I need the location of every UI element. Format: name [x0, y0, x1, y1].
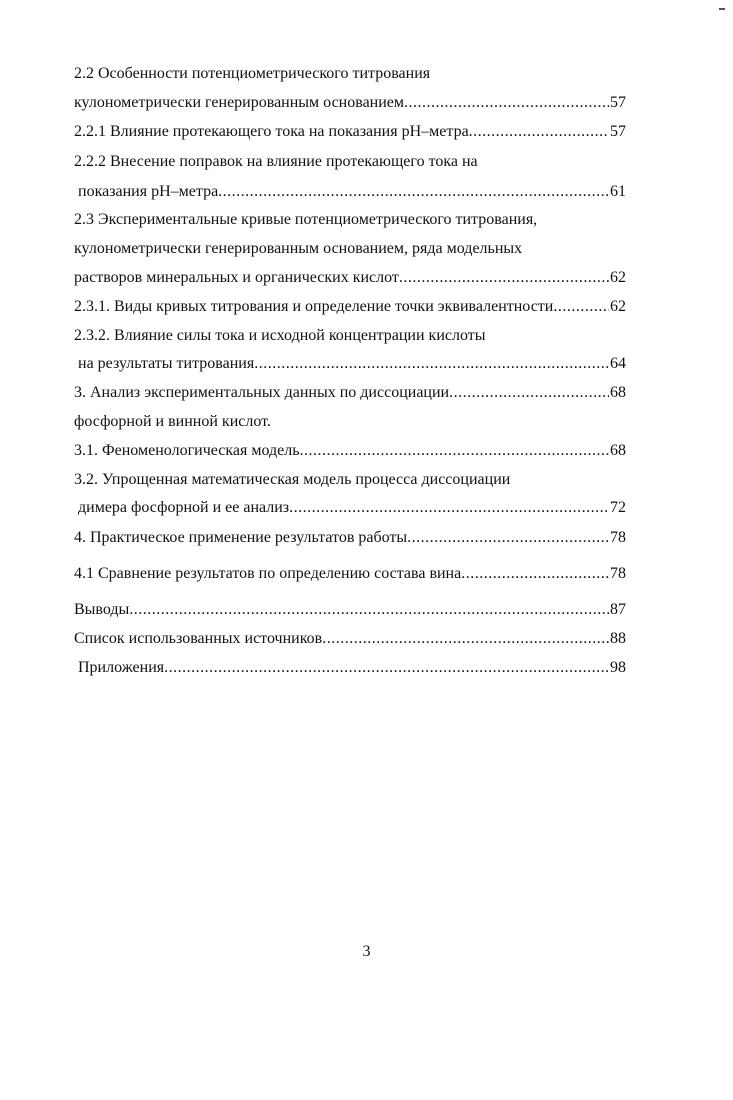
toc-entry-2-3-cont2: [74, 266, 626, 290]
toc-page-number: 72: [610, 499, 626, 516]
toc-entry-text: 3.2. Упрощенная математическая модель процесса диссоциации: [74, 471, 511, 488]
toc-leader-dots: [449, 381, 609, 405]
toc-entry-text: Список использованных источников: [74, 630, 323, 647]
toc-leader-dots: [399, 266, 609, 290]
scan-mark: [719, 8, 725, 10]
toc-entry-3-cont: [74, 410, 271, 434]
page-number: 3: [362, 943, 371, 960]
toc-entry-2-3-2: [74, 324, 486, 348]
toc-entry-3-2-cont: [78, 496, 626, 520]
toc-entry-2-2-2: [74, 150, 478, 174]
toc-page-number: 98: [610, 659, 626, 676]
toc-leader-dots: [469, 120, 609, 144]
toc-entry-2-3-2-cont: [78, 352, 626, 376]
toc-leader-dots: [164, 656, 609, 680]
toc-page-number: 64: [610, 355, 626, 372]
toc-page-number: 78: [610, 565, 626, 582]
toc-leader-dots: [322, 627, 609, 651]
toc-entry-text: показания рН–метра: [78, 183, 219, 200]
toc-entry-text: 4. Практическое применение результатов работы: [74, 529, 408, 546]
toc-entry-text: Приложения: [78, 659, 165, 676]
toc-page-number: 57: [610, 123, 626, 140]
toc-entry-text: 2.2.1 Влияние протекающего тока на показания рН–метра: [74, 123, 469, 140]
toc-leader-dots: [407, 526, 609, 550]
toc-entry-text: 2.3 Экспериментальные кривые потенциометрического титрования,: [74, 211, 538, 228]
toc-leader-dots: [254, 352, 609, 376]
toc-entry-text: кулонометрически генерированным основанием, ряда модельных: [74, 240, 523, 257]
toc-entry-2-2-2-cont: [78, 180, 626, 204]
toc-page-number: 62: [610, 269, 626, 286]
toc-entry-4: [74, 526, 626, 550]
toc-entry-3-2: [74, 468, 510, 492]
toc-entry-text: 4.1 Сравнение результатов по определению состава вина: [74, 565, 462, 582]
toc-entry-text: 3. Анализ экспериментальных данных по диссоциации: [74, 384, 450, 401]
toc-entry-text: 2.3.1. Виды кривых титрования и определение точки эквивалентности: [74, 298, 554, 315]
toc-entry-2-2-1: [74, 120, 626, 144]
toc-entry-text: кулонометрически генерированным основанием: [74, 94, 405, 111]
toc-entry-2-2: [74, 62, 430, 86]
toc-entry-4-1: [74, 562, 626, 586]
toc-page-number: 78: [610, 529, 626, 546]
toc-entry-2-3-cont1: [74, 237, 522, 261]
toc-entry-text: на результаты титрования: [78, 355, 255, 372]
toc-entry-text: Выводы: [74, 601, 130, 618]
toc-entry-text: 2.3.2. Влияние силы тока и исходной концентрации кислоты: [74, 327, 486, 344]
toc-leader-dots: [461, 562, 609, 586]
toc-entry-text: растворов минеральных и органических кислот: [74, 269, 399, 286]
toc-page-number: 68: [610, 384, 626, 401]
toc-entry-appendices: [78, 656, 626, 680]
toc-page-number: 88: [610, 630, 626, 647]
toc-page-number: 62: [610, 298, 626, 315]
toc-leader-dots: [218, 180, 609, 204]
toc-entry-text: димера фосфорной и ее анализ: [78, 499, 290, 516]
toc-entry-text: 3.1. Феноменологическая модель: [74, 442, 300, 459]
toc-leader-dots: [553, 295, 609, 319]
toc-entry-2-2-cont: [74, 91, 626, 115]
toc-entry-text: фосфорной и винной кислот.: [74, 413, 271, 430]
toc-leader-dots: [129, 598, 609, 622]
toc-leader-dots: [300, 439, 609, 463]
toc-entry-text: 2.2 Особенности потенциометрического титрования: [74, 65, 431, 82]
toc-entry-2-3-1: [74, 295, 626, 319]
toc-page-number: 61: [610, 183, 626, 200]
toc-leader-dots: [404, 91, 609, 115]
toc-page-number: 57: [610, 94, 626, 111]
toc-entry-2-3: [74, 208, 537, 232]
toc-entry-3-1: [74, 439, 626, 463]
toc-entry-conclusions: [74, 598, 626, 622]
toc-entry-references: [74, 627, 626, 651]
toc-leader-dots: [289, 496, 609, 520]
toc-page-number: 87: [610, 601, 626, 618]
toc-entry-3: [74, 381, 626, 405]
toc-page-number: 68: [610, 442, 626, 459]
toc-entry-text: 2.2.2 Внесение поправок на влияние протекающего тока на: [74, 153, 478, 170]
